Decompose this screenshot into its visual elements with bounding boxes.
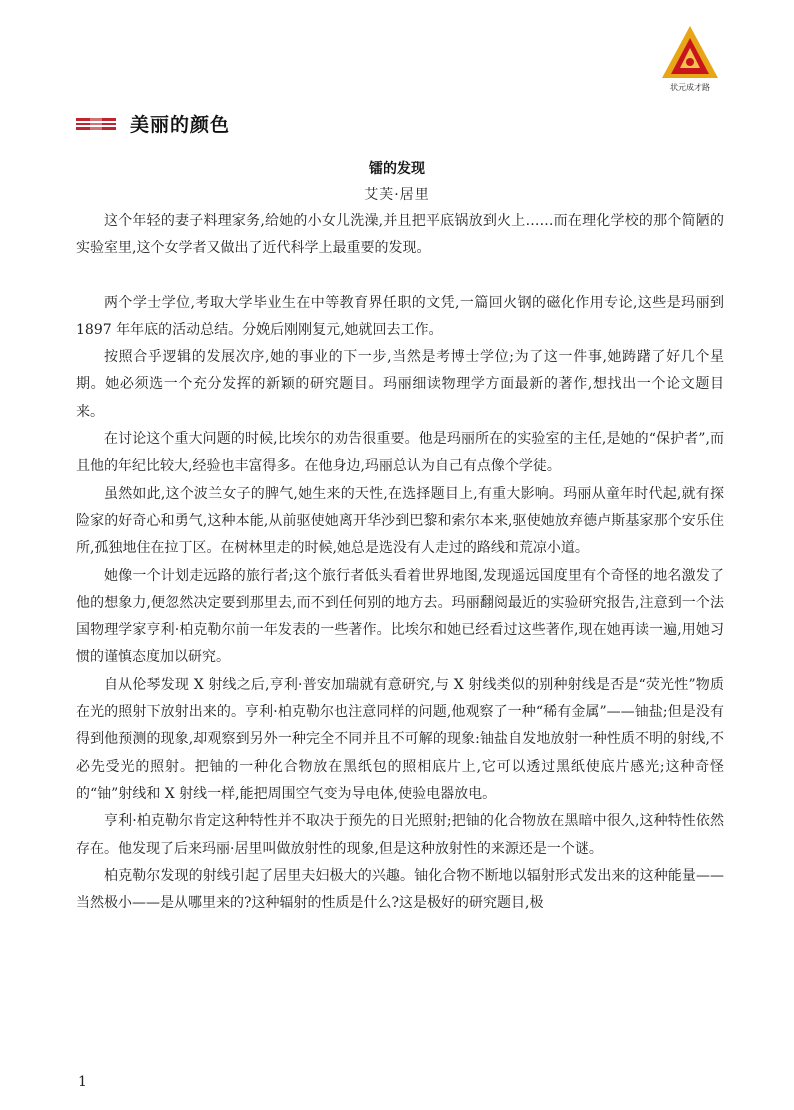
paragraph-5: 虽然如此,这个波兰女子的脾气,她生来的天性,在选择题目上,有重大影响。玛丽从童年时代起,就有探险家的好奇心和勇气,这种本能,从前驱使她离开华沙到巴黎和索尔本来,驱使她放弃德卢斯基家那个安乐住所,孤独地住在拉丁区。在树林里走的时候,她总是选没有人走过的路线和荒凉小道。 bbox=[76, 485, 724, 557]
publisher-logo-icon bbox=[660, 24, 720, 80]
paragraph-8: 亨利·柏克勒尔肯定这种特性并不取决于预先的日光照射;把铀的化合物放在黑暗中很久,这种特性依然存在。他发现了后来玛丽·居里叫做放射性的现象,但是这种放射性的来源还是一个谜。 bbox=[76, 813, 724, 857]
paragraph-1: 这个年轻的妻子料理家务,给她的小女儿洗澡,并且把平底锅放到火上……而在理化学校的那个简陋的实验室里,这个女学者又做出了近代科学上最重要的发现。 bbox=[76, 213, 724, 257]
publisher-logo-text: 状元成才路 bbox=[670, 83, 710, 92]
paragraph-4: 在讨论这个重大问题的时候,比埃尔的劝告很重要。他是玛丽所在的实验室的主任,是她的“保护者”,而且他的年纪比较大,经验也丰富得多。在他身边,玛丽总认为自己有点像个学徒。 bbox=[76, 431, 724, 475]
page-number: 1 bbox=[78, 1074, 87, 1090]
section-title: 美丽的颜色 bbox=[130, 113, 231, 136]
paragraph-2: 两个学士学位,考取大学毕业生在中等教育界任职的文凭,一篇回火钢的磁化作用专论,这些是玛丽到 1897 年年底的活动总结。分娩后刚刚复元,她就回去工作。 bbox=[76, 294, 724, 338]
publisher-logo bbox=[660, 24, 720, 94]
section-mark-icon bbox=[76, 116, 116, 130]
paragraph-6: 她像一个计划走远路的旅行者;这个旅行者低头看着世界地图,发现遥远国度里有个奇怪的地名激发了他的想象力,便忽然决定要到那里去,而不到任何别的地方去。玛丽翻阅最近的实验研究报告,注意到一个法国物理学家亨利·柏克勒尔前一年发表的一些著作。比埃尔和她已经看过这些著作,现在她再读一遍,用她习惯的谨慎态度加以研究。 bbox=[76, 567, 724, 666]
paragraph-3: 按照合乎逻辑的发展次序,她的事业的下一步,当然是考博士学位;为了这一件事,她踌躇了好几个星期。她必须选一个充分发挥的新颖的研究题目。玛丽细读物理学方面最新的著作,想找出一个论文题目来。 bbox=[76, 349, 724, 420]
article-author: 艾芙·居里 bbox=[364, 187, 430, 203]
article-body bbox=[76, 208, 724, 917]
paragraph-7: 自从伦琴发现 X 射线之后,亨利·普安加瑞就有意研究,与 X 射线类似的别种射线是否是“荧光性”物质在光的照射下放射出来的。亨利·柏克勒尔也注意同样的问题,他观察了一种“稀有金属”——铀盐;但是没有得到他预测的现象,却观察到另外一种完全不同并且不可解的现象:铀盐自发地放射一种性质不明的射线,不必先受光的照射。把铀的一种化合物放在黑纸包的照相底片上,它可以透过黑纸使底片感光;这种奇怪的“铀”射线和 X 射线一样,能把周围空气变为导电体,使验电器放电。 bbox=[76, 676, 724, 802]
section-header bbox=[76, 108, 230, 138]
paragraph-9: 柏克勒尔发现的射线引起了居里夫妇极大的兴趣。铀化合物不断地以辐射形式发出来的这种能量——当然极小——是从哪里来的?这种辐射的性质是什么?这是极好的研究题目,极 bbox=[76, 867, 724, 912]
article-title: 镭的发现 bbox=[369, 161, 425, 177]
